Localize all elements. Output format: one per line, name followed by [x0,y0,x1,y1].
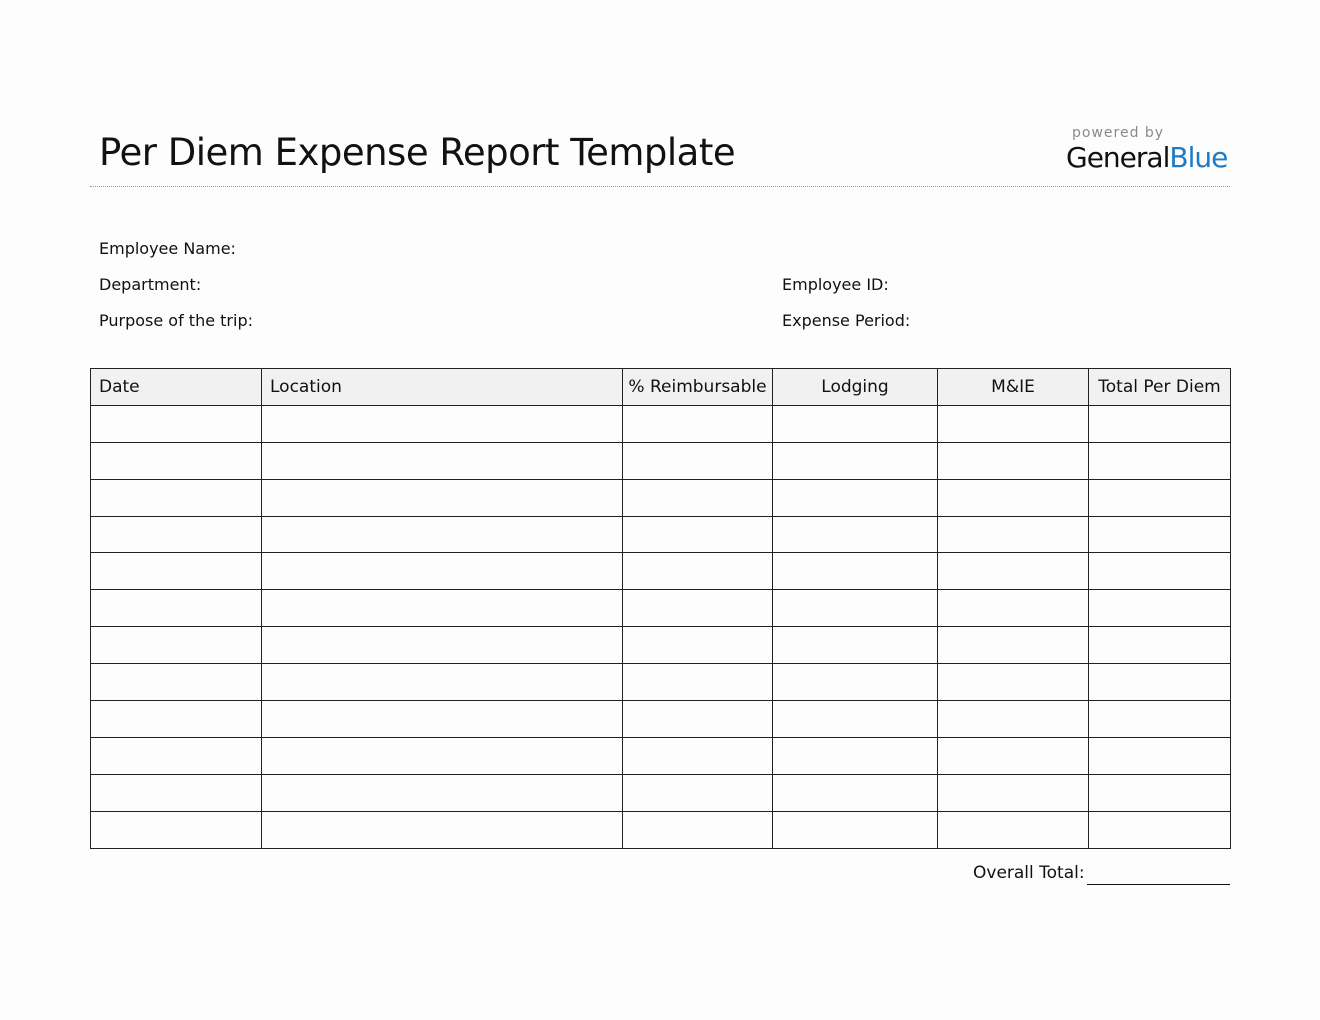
table-cell[interactable] [623,479,773,516]
table-cell[interactable] [938,701,1089,738]
table-cell[interactable] [623,664,773,701]
table-cell[interactable] [773,553,938,590]
table-cell[interactable] [623,442,773,479]
table-cell[interactable] [938,553,1089,590]
table-cell[interactable] [623,590,773,627]
table-cell[interactable] [91,737,262,774]
table-cell[interactable] [1089,479,1231,516]
overall-total-label: Overall Total: [973,863,1085,883]
table-cell[interactable] [938,516,1089,553]
table-cell[interactable] [938,774,1089,811]
table-cell[interactable] [938,405,1089,442]
table-cell[interactable] [938,590,1089,627]
table-row [91,479,1231,516]
table-cell[interactable] [938,737,1089,774]
table-row [91,627,1231,664]
table-cell[interactable] [1089,737,1231,774]
table-cell[interactable] [1089,405,1231,442]
table-cell[interactable] [1089,811,1231,848]
table-cell[interactable] [773,405,938,442]
table-cell[interactable] [262,442,623,479]
table-cell[interactable] [262,664,623,701]
col-reimbursable: % Reimbursable [623,369,773,406]
table-cell[interactable] [623,627,773,664]
table-cell[interactable] [938,811,1089,848]
table-cell[interactable] [623,701,773,738]
table-cell[interactable] [262,405,623,442]
table-cell[interactable] [623,516,773,553]
table-cell[interactable] [623,553,773,590]
table-row [91,811,1231,848]
table-row [91,516,1231,553]
table-row [91,405,1231,442]
table-cell[interactable] [1089,664,1231,701]
table-cell[interactable] [938,627,1089,664]
table-cell[interactable] [91,553,262,590]
table-cell[interactable] [91,811,262,848]
table-cell[interactable] [91,405,262,442]
table-cell[interactable] [262,627,623,664]
brand-logo [1066,141,1227,174]
table-cell[interactable] [773,627,938,664]
table-cell[interactable] [91,774,262,811]
table-cell[interactable] [773,811,938,848]
table-cell[interactable] [1089,553,1231,590]
table-cell[interactable] [262,553,623,590]
table-cell[interactable] [262,737,623,774]
table-cell[interactable] [623,737,773,774]
table-row [91,737,1231,774]
table-cell[interactable] [91,664,262,701]
table-cell[interactable] [91,627,262,664]
table-cell[interactable] [623,405,773,442]
col-location: Location [262,369,623,406]
table-cell[interactable] [91,442,262,479]
table-row [91,664,1231,701]
employee-name-field[interactable]: Employee Name: [99,239,236,258]
table-cell[interactable] [1089,774,1231,811]
employee-id-field[interactable]: Employee ID: [782,275,889,294]
table-cell[interactable] [1089,590,1231,627]
table-cell[interactable] [623,811,773,848]
table-cell[interactable] [262,479,623,516]
expense-period-field[interactable]: Expense Period: [782,311,911,330]
table-cell[interactable] [262,811,623,848]
purpose-field[interactable]: Purpose of the trip: [99,311,253,330]
table-cell[interactable] [262,774,623,811]
powered-by-label: powered by [1072,125,1165,141]
table-cell[interactable] [1089,701,1231,738]
table-cell[interactable] [1089,442,1231,479]
table-cell[interactable] [91,590,262,627]
title-divider [90,186,1230,187]
table-cell[interactable] [1089,627,1231,664]
table-cell[interactable] [91,479,262,516]
department-field[interactable]: Department: [99,275,202,294]
table-cell[interactable] [938,664,1089,701]
table-cell[interactable] [773,737,938,774]
page-title: Per Diem Expense Report Template [99,131,736,174]
table-cell[interactable] [773,664,938,701]
table-header-row [91,369,1231,406]
table-cell[interactable] [262,701,623,738]
table-cell[interactable] [262,590,623,627]
per-diem-table [90,368,1231,849]
table-cell[interactable] [938,442,1089,479]
col-total-per-diem: Total Per Diem [1089,369,1231,406]
table-cell[interactable] [773,701,938,738]
table-cell[interactable] [773,442,938,479]
table-cell[interactable] [773,479,938,516]
table-cell[interactable] [773,516,938,553]
table-cell[interactable] [91,701,262,738]
table-cell[interactable] [938,479,1089,516]
table-row [91,442,1231,479]
table-cell[interactable] [262,516,623,553]
table-row [91,774,1231,811]
table-cell[interactable] [773,774,938,811]
overall-total-input[interactable] [1087,884,1230,885]
col-date: Date [91,369,262,406]
table-cell[interactable] [1089,516,1231,553]
table-cell[interactable] [773,590,938,627]
table-cell[interactable] [623,774,773,811]
col-lodging: Lodging [773,369,938,406]
table-row [91,553,1231,590]
col-mie: M&IE [938,369,1089,406]
table-row [91,590,1231,627]
table-row [91,701,1231,738]
table-cell[interactable] [91,516,262,553]
brand-general: General [1066,141,1170,174]
brand-blue: Blue [1169,141,1228,174]
